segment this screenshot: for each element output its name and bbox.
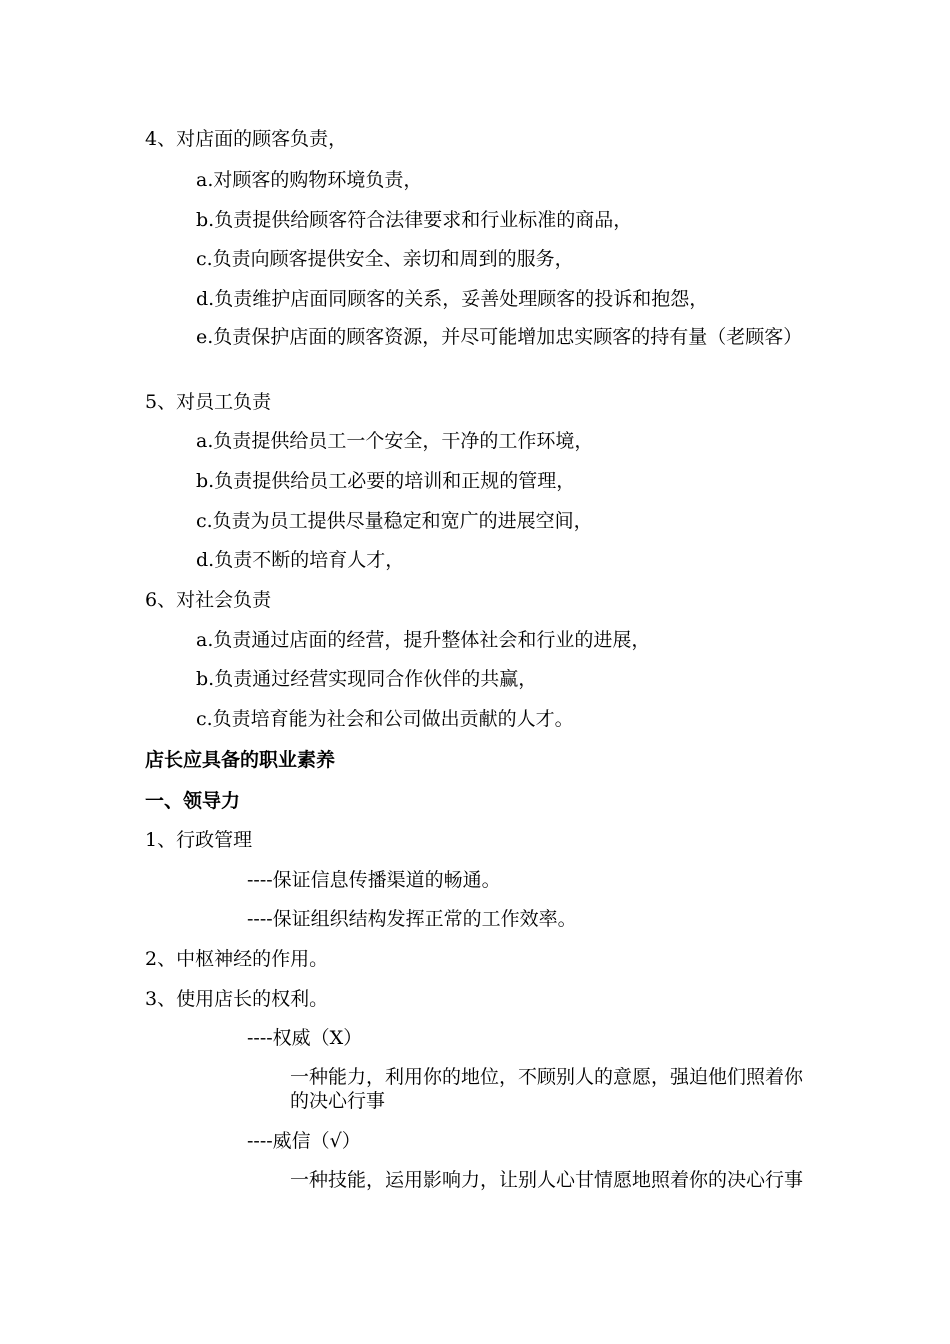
- section-6-item-c: c.负责培育能为社会和公司做出贡献的人才。: [196, 708, 574, 730]
- leadership-point-1-item-1: ----保证信息传播渠道的畅通。: [247, 869, 501, 891]
- section-4-item-d: d.负责维护店面同顾客的关系，妥善处理顾客的投诉和抱怨，: [196, 288, 709, 310]
- section-5-heading: 5、对员工负责: [145, 391, 272, 413]
- section-4-item-e: [145, 325, 805, 349]
- section-5-item-d: d.负责不断的培育人才，: [196, 549, 405, 571]
- section-6-heading: 6、对社会负责: [145, 589, 272, 611]
- leadership-point-1: 1、行政管理: [145, 829, 253, 851]
- leadership-point-3: 3、使用店长的权利。: [145, 988, 329, 1010]
- section-4-item-e-text: e.负责保护店面的顾客资源，并尽可能增加忠实顾客的持有量（老顾客）: [196, 326, 803, 348]
- document-title: 店长应具备的职业素养: [145, 749, 336, 771]
- section-4-item-c: c.负责向顾客提供安全、亲切和周到的服务，: [196, 248, 574, 270]
- leadership-point-1-item-2: ----保证组织结构发挥正常的工作效率。: [247, 908, 577, 930]
- prestige-description: [145, 1168, 805, 1192]
- authority-description-text: 一种能力，利用你的地位，不顾别人的意愿，强迫他们照着你的决心行事: [290, 1066, 804, 1112]
- section-5-item-b: b.负责提供给员工必要的培训和正规的管理，: [196, 470, 576, 492]
- section-6-item-a: a.负责通过店面的经营，提升整体社会和行业的进展，: [196, 629, 651, 651]
- leadership-heading: 一、领导力: [145, 790, 241, 812]
- authority-description: [145, 1065, 805, 1113]
- section-6-item-b: b.负责通过经营实现同合作伙伴的共赢，: [196, 668, 538, 690]
- section-4-item-b: b.负责提供给顾客符合法律要求和行业标准的商品，: [196, 209, 633, 231]
- authority-label: ----权威（X）: [247, 1027, 363, 1049]
- prestige-label: ----威信（√）: [247, 1130, 361, 1152]
- section-5-item-c: c.负责为员工提供尽量稳定和宽广的进展空间，: [196, 510, 593, 532]
- leadership-point-2: 2、中枢神经的作用。: [145, 948, 329, 970]
- prestige-description-text: 一种技能，运用影响力，让别人心甘情愿地照着你的决心行事: [290, 1169, 804, 1191]
- section-4-heading: 4、对店面的顾客负责，: [145, 128, 348, 150]
- section-4-item-a: a.对顾客的购物环境负责，: [196, 169, 423, 191]
- section-5-item-a: a.负责提供给员工一个安全，干净的工作环境，: [196, 430, 594, 452]
